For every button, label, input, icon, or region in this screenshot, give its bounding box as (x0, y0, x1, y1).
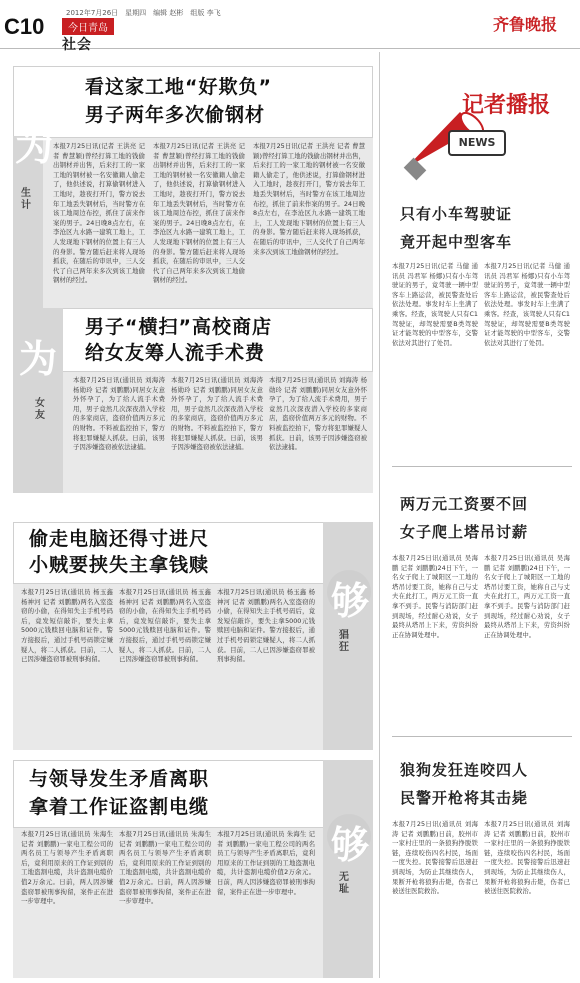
news-body-col1: 本报7月25日讯(通讯员 刘海涛 记者 刘鹏鹏)日前，胶州市一家村庄里的一条狼狗挣脱铁链，连续咬伤四名村民，场面一度失控。民警接警后迅速赶到现场，为防止其继续伤人，果断开枪将狼狗击毙，伤者已被送往医院救治。 (392, 820, 478, 896)
story-headline-line2: 拿着工作证盗割电缆 (29, 796, 210, 818)
story-body-col2: 本报7月25日讯(通讯员 杨玉鑫 杨神河 记者 刘鹏鹏)两名入室盗窃的小偷，在得知失主手机号码后，竟发短信敲诈，要失主拿5000元钱赎回电脑和证件。警方接报后，通过手机号码锁定嫌疑人，将二人抓获。目前，二人已因涉嫌盗窃罪被刑事拘留。 (119, 588, 211, 664)
news-body-col1: 本报7月25日讯(通讯员 吴海鹏 记者 刘鹏鹏)24日下午，一名女子爬上了城阳区一工地的塔吊讨要工资，她称自己与丈夫在此打工，两万元工资一直拿不到手。民警与消防部门赶到现场，经过耐心劝说，女子最终从塔吊上下来，劳资纠纷正在协调处理中。 (392, 554, 478, 639)
story-body-col3: 本报7月25日讯(通讯员 朱海生 记者 刘鹏鹏)一家电工程公司的两名员工与领导产生矛盾离职后，竟利用原来的工作证到别的工地盗割电缆，共计盗割电缆价值2万余元。日前，两人因涉嫌盗窃罪被刑事拘留，案件正在进一步审理中。 (217, 830, 315, 896)
story-headline-line1: 偷走电脑还得寸进尺 (29, 528, 210, 550)
story-headline-line2: 小贼要挟失主拿钱赎 (29, 554, 210, 576)
side-strip (323, 760, 373, 978)
story-headline-line1: 看这家工地“好欺负” (85, 76, 272, 98)
side-tag: 猖狂 (339, 630, 349, 653)
news-body-col2: 本报7月25日讯(记者 马健 通讯员 冯君军 杨娜)只有小车驾驶证的男子，竟驾驶一辆中型客车上路运营，被民警查处后依法处理。事发时车上坐满了乘客。经查，该驾驶人只有C1驾驶证，却驾驶需要B类驾驶证才能驾驶的中型客车，交警依法对其进行了处罚。 (484, 262, 570, 347)
news-headline-line1: 两万元工资要不回 (400, 495, 529, 513)
news-headline-line2: 民警开枪将其击毙 (400, 789, 529, 807)
news-body-col2: 本报7月25日讯(通讯员 刘海涛 记者 刘鹏鹏)日前，胶州市一家村庄里的一条狼狗挣脱铁链，连续咬伤四名村民，场面一度失控。民警接警后迅速赶到现场，为防止其继续伤人，果断开枪将狼狗击毙，伤者已被送往医院救治。 (484, 820, 570, 896)
side-tag: 生计 (21, 188, 31, 211)
story-headline-line1: 与领导发生矛盾离职 (29, 768, 210, 790)
section-tag: 今日青岛 (62, 18, 114, 35)
reporter-box (386, 60, 576, 185)
divider (392, 466, 572, 467)
story-body-col2: 本报7月25日讯(记者 王洪亮 记者 曹慧颖)曾经打算工地的钱偷出钢材并出售，后来打工的一家工地的钢材被一名安徽籍人偷走了，他供述说，打算偷钢材进入工地时，趁夜打开门，警方说去年工地丢失钢材后，当时警方在该工地周边布控，抓住了前来作案的男子。24日晚8点左右，在李沧区九水路一建筑工地上，工人发现地下钢材的位置上有三人的身影。警方随后赶来将人现场抓获，在随后的审讯中，三人交代了自己两年来多次到该工地偷钢材的经过。 (153, 142, 245, 285)
story-body-col2: 本报7月25日讯(通讯员 朱海生 记者 刘鹏鹏)一家电工程公司的两名员工与领导产生矛盾离职后，竟利用原来的工作证到别的工地盗割电缆，共计盗割电缆价值2万余元。日前，两人因涉嫌盗窃罪被刑事拘留，案件正在进一步审理中。 (119, 830, 211, 906)
side-character: 够 (331, 822, 370, 867)
news-body-col1: 本报7月25日讯(记者 马健 通讯员 冯君军 杨娜)只有小车驾驶证的男子，竟驾驶一辆中型客车上路运营，被民警查处后依法处理。事发时车上坐满了乘客。经查，该驾驶人只有C1驾驶证，却驾驶需要B类驾驶证才能驾驶的中型客车，交警依法对其进行了处罚。 (392, 262, 478, 347)
story-computer-ransom (13, 522, 373, 750)
megaphone-icon (386, 60, 576, 185)
story-body-col3: 本报7月25日讯(通讯员 杨玉鑫 杨神河 记者 刘鹏鹏)两名入室盗窃的小偷，在得知失主手机号码后，竟发短信敲诈，要失主拿5000元钱赎回电脑和证件。警方接报后，通过手机号码锁定嫌疑人，将二人抓获。目前，二人已因涉嫌盗窃罪被刑事拘留。 (217, 588, 315, 664)
news-dog-attack (386, 752, 576, 980)
news-badge: NEWS (448, 130, 506, 156)
news-body-col2: 本报7月25日讯(通讯员 吴海鹏 记者 刘鹏鹏)24日下午，一名女子爬上了城阳区一工地的塔吊讨要工资，她称自己与丈夫在此打工，两万元工资一直拿不到手。民警与消防部门赶到现场，经过耐心劝说，女子最终从塔吊上下来，劳资纠纷正在协调处理中。 (484, 554, 570, 639)
news-bus-license (386, 196, 576, 466)
side-tag: 无耻 (339, 872, 349, 895)
page-number: C10 (4, 14, 45, 39)
column-divider (379, 52, 380, 978)
side-character: 为 (19, 336, 58, 381)
side-character: 够 (331, 578, 370, 623)
news-headline-line1: 只有小车驾驶证 (400, 205, 513, 223)
news-headline-line2: 女子爬上塔吊讨薪 (400, 523, 529, 541)
side-character: 为 (15, 124, 54, 169)
story-headline-line1: 男子“横扫”高校商店 (85, 316, 272, 338)
story-cable-theft (13, 760, 373, 978)
dateline: 2012年7月26日 星期四 编辑 赵彬 组版 李飞 (66, 9, 221, 17)
story-campus-theft (13, 308, 373, 493)
story-steel-theft (13, 66, 373, 321)
news-headline-line1: 狼狗发狂连咬四人 (400, 761, 529, 779)
story-headline-line2: 男子两年多次偷钢材 (85, 104, 266, 126)
story-headline-line2: 给女友筹人流手术费 (85, 342, 266, 364)
page-header (0, 0, 580, 53)
side-tag: 女友 (35, 398, 45, 421)
story-body-col3: 本报7月25日讯(通讯员 刘海涛 杨勋玲 记者 刘鹏鹏)同居女友意外怀孕了，为了给人流手术费用，男子竟然几次深夜潜入学校的多家商店，盗窃价值两万多元的财物。不料被监控拍下，警方将犯罪嫌疑人抓获。日前，该男子因涉嫌盗窃被依法逮捕。 (269, 376, 367, 452)
section-title: 社会 (62, 37, 92, 53)
story-body-col1: 本报7月25日讯(通讯员 杨玉鑫 杨神河 记者 刘鹏鹏)两名入室盗窃的小偷，在得知失主手机号码后，竟发短信敲诈，要失主拿5000元钱赎回电脑和证件。警方接报后，通过手机号码锁定嫌疑人，将二人抓获。目前，二人已因涉嫌盗窃罪被刑事拘留。 (21, 588, 113, 664)
news-wage-protest (386, 480, 576, 735)
divider (392, 736, 572, 737)
news-headline-line2: 竟开起中型客车 (400, 233, 513, 251)
reporter-box-title: 记者播报 (462, 93, 551, 118)
story-body-col1: 本报7月25日讯(通讯员 刘海涛 杨勋玲 记者 刘鹏鹏)同居女友意外怀孕了，为了给人流手术费用，男子竟然几次深夜潜入学校的多家商店，盗窃价值两万多元的财物。不料被监控拍下，警方将犯罪嫌疑人抓获。日前，该男子因涉嫌盗窃被依法逮捕。 (73, 376, 165, 452)
story-body-col1: 本报7月25日讯(通讯员 朱海生 记者 刘鹏鹏)一家电工程公司的两名员工与领导产生矛盾离职后，竟利用原来的工作证到别的工地盗割电缆，共计盗割电缆价值2万余元。日前，两人因涉嫌盗窃罪被刑事拘留，案件正在进一步审理中。 (21, 830, 113, 906)
story-body-col3: 本报7月25日讯(记者 王洪亮 记者 曹慧颖)曾经打算工地的钱偷出钢材并出售，后来打工的一家工地的钢材被一名安徽籍人偷走了，他供述说，打算偷钢材进入工地时，趁夜打开门，警方说去年工地丢失钢材后，当时警方在该工地周边布控，抓住了前来作案的男子。24日晚8点左右，在李沧区九水路一建筑工地上，工人发现地下钢材的位置上有三人的身影。警方随后赶来将人现场抓获，在随后的审讯中，三人交代了自己两年来多次到该工地偷钢材的经过。 (253, 142, 365, 256)
story-body-col2: 本报7月25日讯(通讯员 刘海涛 杨勋玲 记者 刘鹏鹏)同居女友意外怀孕了，为了给人流手术费用，男子竟然几次深夜潜入学校的多家商店，盗窃价值两万多元的财物。不料被监控拍下，警方将犯罪嫌疑人抓获。日前，该男子因涉嫌盗窃被依法逮捕。 (171, 376, 263, 452)
story-body-col1: 本报7月25日讯(记者 王洪亮 记者 曹慧颖)曾经打算工地的钱偷出钢材并出售，后来打工的一家工地的钢材被一名安徽籍人偷走了，他供述说，打算偷钢材进入工地时，趁夜打开门，警方说去年工地丢失钢材后，当时警方在该工地周边布控，抓住了前来作案的男子。24日晚8点左右，在李沧区九水路一建筑工地上，工人发现地下钢材的位置上有三人的身影。警方随后赶来将人现场抓获，在随后的审讯中，三人交代了自己两年来多次到该工地偷钢材的经过。 (53, 142, 145, 285)
newspaper-logo: 齐鲁晚报 (493, 15, 558, 34)
